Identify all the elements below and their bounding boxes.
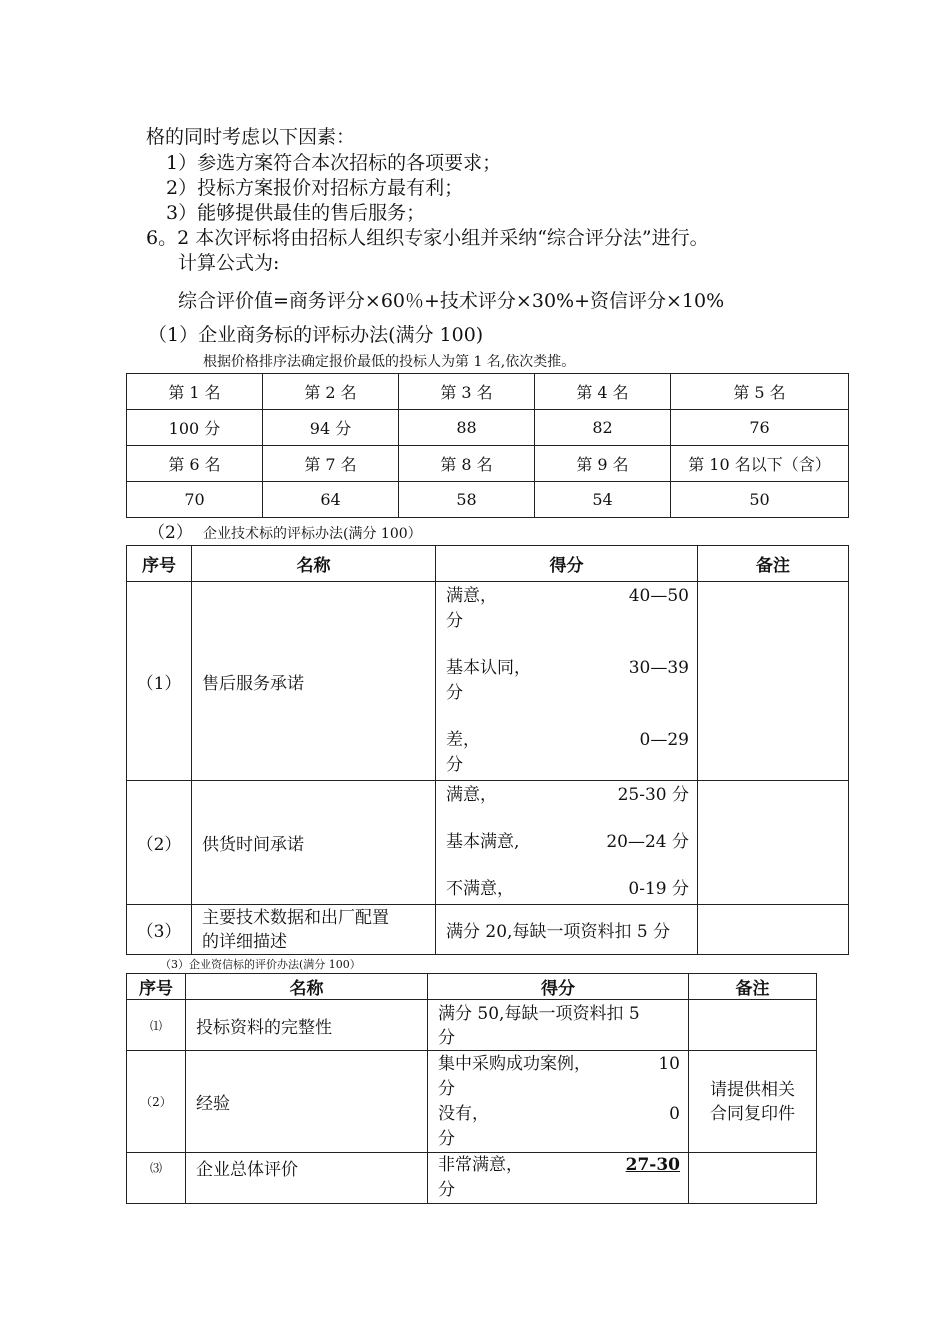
table-row — [127, 1000, 817, 1051]
credit-table — [126, 973, 817, 1204]
business-rank-table — [126, 373, 849, 518]
score-value: 10 — [658, 1053, 680, 1074]
table-cell: 第 3 名 — [399, 374, 535, 410]
score-label: 差， — [446, 730, 480, 750]
score-label: 基本满意, — [446, 832, 520, 852]
table-header-row — [127, 974, 817, 1000]
credit-heading: （3）企业资信标的评价办法(满分 100） — [160, 958, 361, 971]
score-range: 0-19 分 — [628, 879, 689, 899]
table-cell: 第 4 名 — [535, 374, 671, 410]
score-range: 40—50 — [628, 586, 689, 606]
row-remark — [698, 582, 849, 781]
row-remark — [689, 1051, 817, 1153]
table-row — [127, 410, 849, 446]
score-label: 不满意， — [446, 879, 514, 899]
row-seq: （2） — [127, 1051, 186, 1153]
table-cell: 76 — [671, 410, 849, 446]
row-name: 投标资料的完整性 — [186, 1000, 428, 1051]
row-seq: （2） — [127, 781, 192, 905]
header-score: 得分 — [428, 974, 689, 1000]
header-remark: 备注 — [689, 974, 817, 1000]
row-name: 经验 — [186, 1051, 428, 1153]
table-row — [127, 1153, 817, 1204]
table-cell: 第 5 名 — [671, 374, 849, 410]
table-cell: 第 9 名 — [535, 446, 671, 482]
score-line-2: 分 — [438, 1028, 455, 1048]
technical-heading: 企业技术标的评标办法(满分 100） — [203, 526, 422, 542]
row-score: 满分 20,每缺一项资料扣 5 分 — [436, 905, 698, 955]
intro-line-4: 6。2 本次评标将由招标人组织专家小组并采纳“综合评分法”进行。 — [146, 227, 709, 249]
intro-line-3: 3）能够提供最佳的售后服务； — [166, 202, 426, 224]
table-cell: 88 — [399, 410, 535, 446]
table-row — [127, 1051, 817, 1153]
table-row — [127, 482, 849, 518]
table-cell: 70 — [127, 482, 263, 518]
row-remark — [698, 781, 849, 905]
table-cell: 82 — [535, 410, 671, 446]
intro-line-1: 1）参选方案符合本次招标的各项要求； — [166, 152, 502, 174]
technical-heading-num: （2） — [148, 523, 193, 543]
business-heading: （1）企业商务标的评标办法(满分 100) — [148, 324, 484, 346]
score-range: 30—39 — [628, 658, 689, 678]
score-range: 25-30 分 — [617, 785, 689, 805]
score-cell — [428, 1051, 689, 1153]
intro-line-2: 2）投标方案报价对招标方最有利； — [166, 177, 464, 199]
table-cell: 50 — [671, 482, 849, 518]
header-name: 名称 — [192, 546, 436, 582]
formula: 综合评价值=商务评分×60％+技术评分×30%+资信评分×10% — [178, 290, 725, 312]
row-seq: （1） — [127, 582, 192, 781]
score-value: 27-30 — [625, 1155, 680, 1175]
row-name: 供货时间承诺 — [192, 781, 436, 905]
score-cell — [436, 582, 698, 781]
score-range: 20—24 分 — [606, 832, 689, 852]
score-value: 0 — [669, 1103, 680, 1124]
row-seq: ⑴ — [127, 1000, 186, 1051]
table-cell: 第 7 名 — [263, 446, 399, 482]
score-cell — [428, 1153, 689, 1204]
row-name: 售后服务承诺 — [192, 582, 436, 781]
row-name: 企业总体评价 — [186, 1153, 428, 1204]
intro-line-5: 计算公式为: — [178, 252, 280, 274]
table-cell: 100 分 — [127, 410, 263, 446]
score-label: 满意， — [446, 586, 497, 606]
header-remark: 备注 — [698, 546, 849, 582]
table-row — [127, 905, 849, 955]
header-name: 名称 — [186, 974, 428, 1000]
header-seq: 序号 — [127, 546, 192, 582]
score-label: 非常满意， — [438, 1155, 523, 1175]
intro-line-0: 格的同时考虑以下因素： — [146, 126, 356, 148]
score-unit: 分 — [446, 683, 463, 703]
row-seq: ⑶ — [127, 1153, 186, 1204]
score-unit: 分 — [446, 611, 463, 631]
table-header-row — [127, 546, 849, 582]
table-cell: 第 8 名 — [399, 446, 535, 482]
score-label: 集中采购成功案例， — [438, 1053, 591, 1074]
table-cell: 第 2 名 — [263, 374, 399, 410]
score-range: 0—29 — [639, 730, 689, 750]
table-row — [127, 446, 849, 482]
score-label: 基本认同， — [446, 658, 531, 678]
score-cell — [436, 781, 698, 905]
table-row — [127, 582, 849, 781]
row-remark — [689, 1153, 817, 1204]
row-name — [192, 905, 436, 955]
header-score: 得分 — [436, 546, 698, 582]
row-remark — [689, 1000, 817, 1051]
table-row — [127, 781, 849, 905]
score-label: 没有， — [438, 1103, 489, 1124]
row-name-line-1: 主要技术数据和出厂配置 — [202, 907, 389, 928]
remark-line-1: 请提供相关 — [710, 1079, 795, 1100]
technical-table — [126, 545, 849, 955]
row-remark — [698, 905, 849, 955]
business-note: 根据价格排序法确定报价最低的投标人为第 1 名,依次类推。 — [203, 354, 576, 370]
score-unit: 分 — [438, 1180, 455, 1200]
header-seq: 序号 — [127, 974, 186, 1000]
row-name-line-2: 的详细描述 — [202, 931, 287, 952]
score-unit: 分 — [438, 1128, 455, 1149]
table-cell: 第 6 名 — [127, 446, 263, 482]
score-label: 满意， — [446, 785, 497, 805]
score-unit: 分 — [438, 1078, 455, 1099]
table-row — [127, 374, 849, 410]
table-cell: 64 — [263, 482, 399, 518]
table-cell: 第 10 名以下（含） — [671, 446, 849, 482]
remark-line-2: 合同复印件 — [710, 1103, 795, 1124]
table-cell: 94 分 — [263, 410, 399, 446]
score-unit: 分 — [446, 755, 463, 775]
table-cell: 54 — [535, 482, 671, 518]
table-cell: 第 1 名 — [127, 374, 263, 410]
score-cell — [428, 1000, 689, 1051]
row-seq: （3） — [127, 905, 192, 955]
score-line-1: 满分 50,每缺一项资料扣 5 — [438, 1004, 640, 1024]
table-cell: 58 — [399, 482, 535, 518]
